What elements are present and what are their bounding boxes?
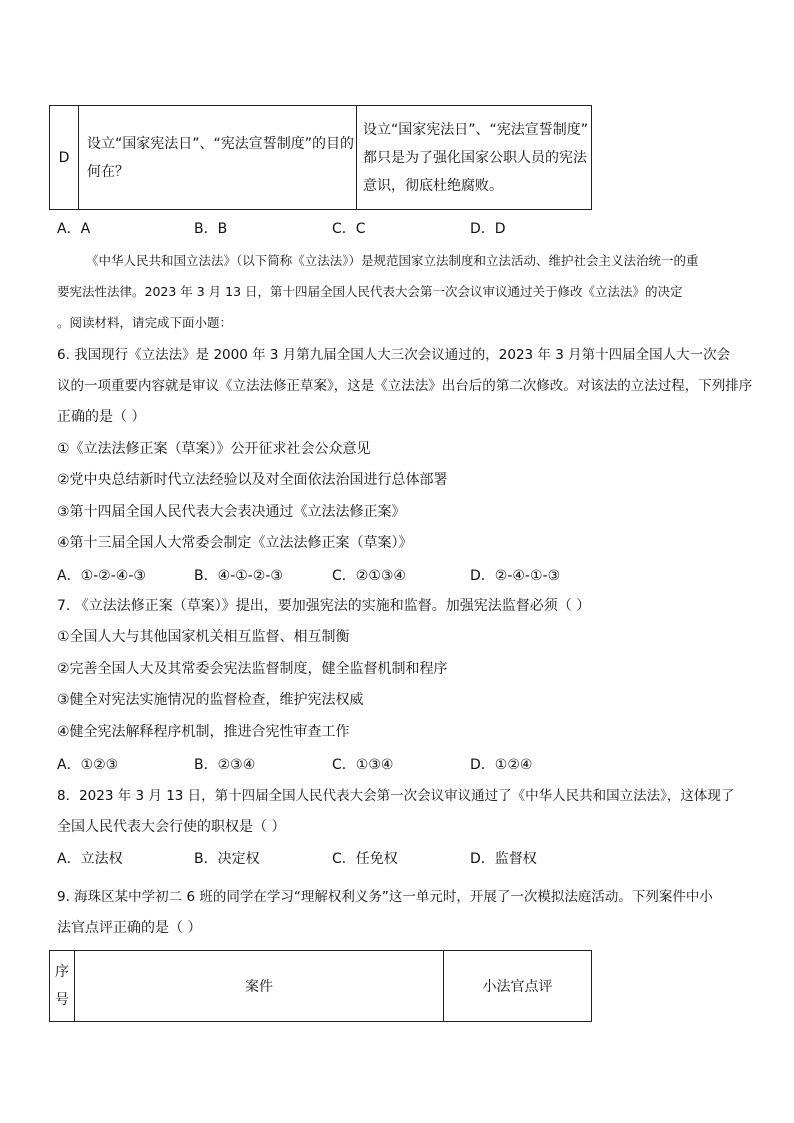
q8-option-c[interactable]: C．任免权 xyxy=(332,851,398,867)
q7-option-d[interactable]: D．①②④ xyxy=(470,757,533,773)
option-c[interactable]: C．C xyxy=(332,221,366,237)
option-b[interactable]: B．B xyxy=(194,221,228,237)
q7-item-2: ②完善全国人大及其常委会宪法监督制度，健全监督机制和程序 xyxy=(57,661,448,677)
q7-stem: 7. 《立法法修正案（草案）》提出，要加强宪法的实施和监督。加强宪法监督必须（ ） xyxy=(57,598,591,614)
answer-cell: 设立“国家宪法日”、“宪法宣誓制度” 都只是为了强化国家公职人员的宪法 意识，彻底杜绝腐败。 xyxy=(357,106,592,210)
q6-option-a[interactable]: A．①-②-④-③ xyxy=(57,568,146,584)
q7-option-b[interactable]: B．②③④ xyxy=(194,757,256,773)
q7-option-c[interactable]: C．①③④ xyxy=(332,757,394,773)
q6-item-2: ②党中央总结新时代立法经验以及对全面依法治国进行总体部署 xyxy=(57,472,448,488)
q6-option-b[interactable]: B．④-①-②-③ xyxy=(194,568,283,584)
question-cell: 设立“国家宪法日”、“宪法宣誓制度”的目的 何在？ xyxy=(79,106,357,210)
q8-option-d[interactable]: D．监督权 xyxy=(470,851,537,867)
q7-option-a[interactable]: A．①②③ xyxy=(57,757,119,773)
q7-item-3: ③健全对宪法实施情况的监督检查，维护宪法权威 xyxy=(57,692,364,708)
q8-option-b[interactable]: B．决定权 xyxy=(194,851,260,867)
q9-stem-line-2: 法官点评正确的是（ ） xyxy=(57,920,202,936)
intro-line-3: 。阅读材料，请完成下面小题： xyxy=(57,315,233,330)
q6-item-1: ①《立法法修正案（草案）》公开征求社会公众意见 xyxy=(57,441,371,457)
q6-stem-line-1: 6. 我国现行《立法法》是 2000 年 3 月第九届全国人大三次会议通过的，2023 年 3 月第十四届全国人大一次会 xyxy=(57,347,731,363)
header-judge-comment: 小法官点评 xyxy=(444,951,592,1022)
q6-item-4: ④第十三届全国人大常委会制定《立法法修正案（草案）》 xyxy=(57,535,413,551)
option-a[interactable]: A．A xyxy=(57,221,91,237)
q8-stem-line-2: 全国人民代表大会行使的职权是（ ） xyxy=(57,819,286,835)
q9-stem-line-1: 9. 海珠区某中学初二 6 班的同学在学习“理解权利义务”这一单元时，开展了一次模拟法庭活动。下列案件中小 xyxy=(57,889,713,905)
q6-option-d[interactable]: D．②-④-①-③ xyxy=(470,568,561,584)
header-case: 案件 xyxy=(75,951,444,1022)
header-serial: 序 号 xyxy=(50,951,75,1022)
q7-item-4: ④健全宪法解释程序机制，推进合宪性审查工作 xyxy=(57,724,350,740)
option-d[interactable]: D．D xyxy=(470,221,506,237)
row-label-d: D xyxy=(50,106,79,210)
q8-stem-line-1: 8．2023 年 3 月 13 日，第十四届全国人民代表大会第一次会议审议通过了《中华人民共和国立法法》，这体现了 xyxy=(57,788,735,804)
q6-option-c[interactable]: C．②①③④ xyxy=(332,568,406,584)
case-table-header xyxy=(49,950,592,1022)
intro-line-2: 要宪法性法律。2023 年 3 月 13 日，第十四届全国人民代表大会第一次会议审议通过关于修改《立法法》的决定 xyxy=(57,284,683,299)
answer-table-row-d xyxy=(49,105,592,210)
q7-item-1: ①全国人大与其他国家机关相互监督、相互制衡 xyxy=(57,629,350,645)
q6-stem-line-2: 议的一项重要内容就是审议《立法法修正草案》，这是《立法法》出台后的第二次修改。对该法的立法过程，下列排序 xyxy=(57,378,753,394)
q6-item-3: ③第十四届全国人民代表大会表决通过《立法法修正案》 xyxy=(57,504,406,520)
intro-line-1: 《中华人民共和国立法法》（以下简称《立法法》）是规范国家立法制度和立法活动、维护社会主义法治统一的重 xyxy=(86,253,699,268)
q8-option-a[interactable]: A．立法权 xyxy=(57,851,123,867)
q6-stem-line-3: 正确的是（ ） xyxy=(57,409,146,425)
